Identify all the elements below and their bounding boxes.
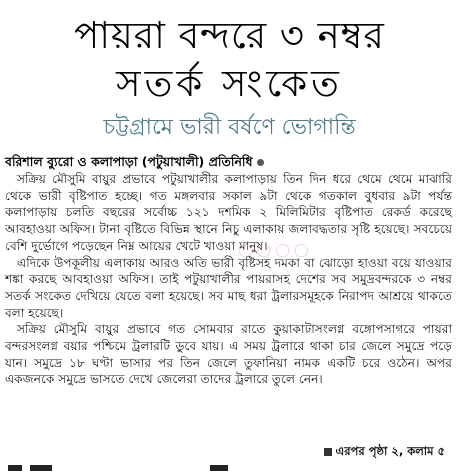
continued-note (320, 443, 446, 462)
paragraph-3: সক্রিয় মৌসুমি বায়ুর প্রভাবে গত সোমবার রাতে কুয়াকাটাসংলগ্ন বঙ্গোপসাগরে পায়রা বন্দরসংলগ্ন বয়ার পশ্চিমে ট্রলারটি ডুবে যায়। এ সময় ট্রলারে থাকা চার জেলে সমুদ্রে পড়ে যান। সমুদ্রে ১৮ ঘণ্টা ভাসার পর তিন জেলে তুফানিয়া নামক একটি চরে ওঠেন। অপর একজনকে সমুদ্রে ভাসতে দেখে জেলেরা তাদের ট্রলারে তুলে নেন। (5, 322, 452, 387)
bullet-icon (257, 159, 264, 166)
headline-line-1: পায়রা বন্দরে ৩ নম্বর (74, 14, 385, 57)
square-bullet-icon (324, 448, 332, 456)
cropped-next-article-edge (0, 463, 459, 472)
byline (5, 154, 455, 170)
continued-text: এরপর পৃষ্ঠা ২, কলাম ৫ (335, 444, 445, 458)
watermark-logo: ◯ ◯ ◯ ◯ (238, 243, 309, 258)
subheadline: চট্টগ্রামে ভারী বর্ষণে ভোগান্তি (103, 115, 356, 140)
byline-text: বরিশাল ব্যুরো ও কলাপাড়া (পটুয়াখালী) প্রতিনিধি (5, 154, 253, 169)
article-body (5, 171, 452, 388)
headline-line-2: সতর্ক সংকেত (116, 62, 343, 105)
paragraph-1: সক্রিয় মৌসুমি বায়ুর প্রভাবে পটুয়াখালীর কলাপাড়ায় তিন দিন ধরে থেমে থেমে মাঝারি থেকে ভারী বৃষ্টিপাত হচ্ছে। গত মঙ্গলবার সকাল ৯টা থেকে গতকাল বুধবার ৯টা পর্যন্ত কলাপাড়ায় চলতি বছরের সর্বোচ্চ ১২১ দশমিক ২ মিলিমিটার বৃষ্টিপাত রেকর্ড করেছে আবহাওয়া অফিস। টানা বৃষ্টিতে বিভিন্ন স্থানে নিচু এলাকায় জলাবদ্ধতার সৃষ্টি হয়েছে। সবচেয়ে বেশি দুর্ভোগে পড়েছেন নিম্ন আয়ের খেটে খাওয়া মানুষ। (5, 172, 452, 253)
paragraph-2: এদিকে উপকূলীয় এলাকায় আরও অতি ভারী বৃষ্টিসহ দমকা বা ঝোড়ো হাওয়া বয়ে যাওয়ার শঙ্কা করছে আবহাওয়া অফিস। তাই পটুয়াখালীর পায়রাসহ দেশের সব সমুদ্রবন্দরকে ৩ নম্বর সতর্ক সংকেত দেখিয়ে যেতে বলা হয়েছে। সব মাছ ধরা ট্রলারসমূহকে নিরাপদ আশ্রয়ে থাকতে বলা হয়েছে। (5, 255, 452, 320)
